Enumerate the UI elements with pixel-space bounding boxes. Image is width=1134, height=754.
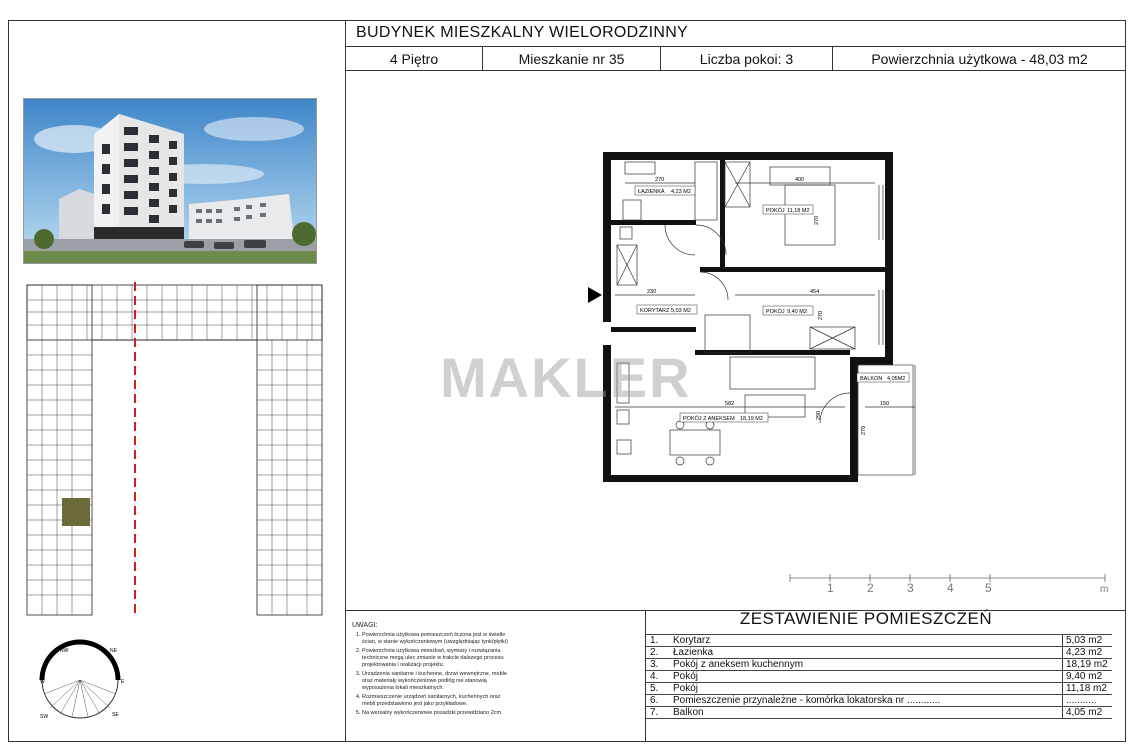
row-number: 2. xyxy=(650,647,659,658)
row-value: 4,23 m2 xyxy=(1066,647,1103,658)
dim-4: 230 xyxy=(647,289,657,295)
note-item: 1. Powierzchnia użytkowa pomieszczeń liczona jest w świetle ścian, w stanie wykończeniowym (uwzględniając tynk/płytki) xyxy=(362,632,512,646)
header-divider-1 xyxy=(345,46,1126,47)
row-number: 7. xyxy=(650,707,659,718)
header-divider-2 xyxy=(345,70,1126,71)
usable-area: Powierzchnia użytkowa - 48,03 m2 xyxy=(871,51,1088,67)
row-value: ........... xyxy=(1066,695,1097,706)
label-room2-area: 9,40 M2 xyxy=(787,309,807,315)
row-number: 6. xyxy=(650,695,659,706)
row-value: 18,19 m2 xyxy=(1066,659,1108,670)
building-rendering xyxy=(23,98,317,264)
note-item: 5. Na wersalny wykończeniowe posadzki przewidziano 2cm. xyxy=(362,710,512,717)
row-name: Balkon xyxy=(673,707,704,718)
label-bathroom: ŁAZIENKA xyxy=(638,189,665,195)
row-name: Pokój z aneksem kuchennym xyxy=(673,659,804,670)
dim-2: 400 xyxy=(795,177,805,183)
divider-left xyxy=(345,20,346,742)
row-name: Korytarz xyxy=(673,635,711,646)
row-divider xyxy=(646,718,1112,719)
row-value: 9,40 m2 xyxy=(1066,671,1103,682)
scale-tick-2: 2 xyxy=(867,581,874,595)
highlighted-apartment xyxy=(62,498,90,526)
label-living: POKÓJ Z ANEKSEM xyxy=(683,416,735,422)
apartment-number: Mieszkanie nr 35 xyxy=(518,51,625,67)
note-item: 4. Rozmieszczenie urządzeń sanitarnych, kuchennych oraz mebli przedstawiono jest jako przykładowe. xyxy=(362,694,512,708)
row-value: 4,05 m2 xyxy=(1066,707,1103,718)
scale-tick-1: 1 xyxy=(827,581,834,595)
row-number: 1. xyxy=(650,635,659,646)
label-corridor: KORYTARZ xyxy=(640,308,670,314)
row-value: 5,03 m2 xyxy=(1066,635,1103,646)
compass-se: SE xyxy=(112,712,119,718)
note-item: 2. Powierzchnia użytkowa mieszkań, wymiary i rozwiązania techniczne mogą ulec zmianie w trakcie dalszego procesu projektowania i realizacji projektu. xyxy=(362,648,512,669)
row-name: Łazienka xyxy=(673,647,714,658)
label-corridor-area: 5,03 M2 xyxy=(671,308,691,314)
row-number: 5. xyxy=(650,683,659,694)
compass-e: E xyxy=(121,679,125,685)
scale-bar xyxy=(780,570,1120,600)
note-item: 3. Urządzenia sanitarne i kuchenne, drzwi wewnętrzne, meble oraz materiały wykończeniowe podłóg nie stanowią wyposażenia lokali mieszkalnych. xyxy=(362,671,512,692)
scale-tick-3: 3 xyxy=(907,581,914,595)
row-value: 11,18 m2 xyxy=(1066,683,1107,694)
row-name: Pokój xyxy=(673,683,699,694)
label-room1: POKÓJ xyxy=(766,208,785,214)
dim-9: 150 xyxy=(880,401,890,407)
row-name: Pokój xyxy=(673,671,699,682)
site-plan xyxy=(22,280,332,620)
dim-3: 270 xyxy=(814,215,820,225)
dim-5: 454 xyxy=(810,289,820,295)
table-title: ZESTAWIENIE POMIESZCZEŃ xyxy=(739,609,993,628)
compass-rose xyxy=(30,630,130,730)
compass-nw: NW xyxy=(60,648,69,654)
scale-unit: m xyxy=(1100,584,1109,595)
label-balcony-area: 4,05M2 xyxy=(887,376,906,382)
dim-7: 582 xyxy=(725,401,735,407)
dim-10: 270 xyxy=(861,425,867,435)
dim-1: 270 xyxy=(655,177,665,183)
floor-label: 4 Piętro xyxy=(389,51,439,67)
label-room2: POKÓJ xyxy=(766,309,785,315)
room-count: Liczba pokoi: 3 xyxy=(699,51,794,67)
floor-plan xyxy=(585,145,930,485)
notes-title: UWAGI: xyxy=(352,622,378,629)
label-living-area: 18,19 M2 xyxy=(740,416,763,422)
dim-8: 290 xyxy=(816,410,822,420)
row-name: Pomieszczenie przynależne - komórka lokatorska nr ............ xyxy=(673,695,941,706)
row-number: 4. xyxy=(650,671,659,682)
dim-6: 270 xyxy=(818,310,824,320)
document-title: BUDYNEK MIESZKALNY WIELORODZINNY xyxy=(356,24,689,41)
compass-w: W xyxy=(40,679,45,685)
compass-sw: SW xyxy=(40,714,49,720)
label-balcony: BALKON xyxy=(860,376,883,382)
scale-tick-4: 4 xyxy=(947,581,954,595)
compass-ne: NE xyxy=(110,648,117,654)
notes-block xyxy=(352,622,512,719)
watermark: MAKLER xyxy=(440,346,692,409)
scale-tick-5: 5 xyxy=(985,581,992,595)
row-number: 3. xyxy=(650,659,659,670)
label-room1-area: 11,18 M2 xyxy=(787,208,810,214)
label-bathroom-area: 4,23 M2 xyxy=(671,189,691,195)
entrance-arrow xyxy=(588,287,602,303)
